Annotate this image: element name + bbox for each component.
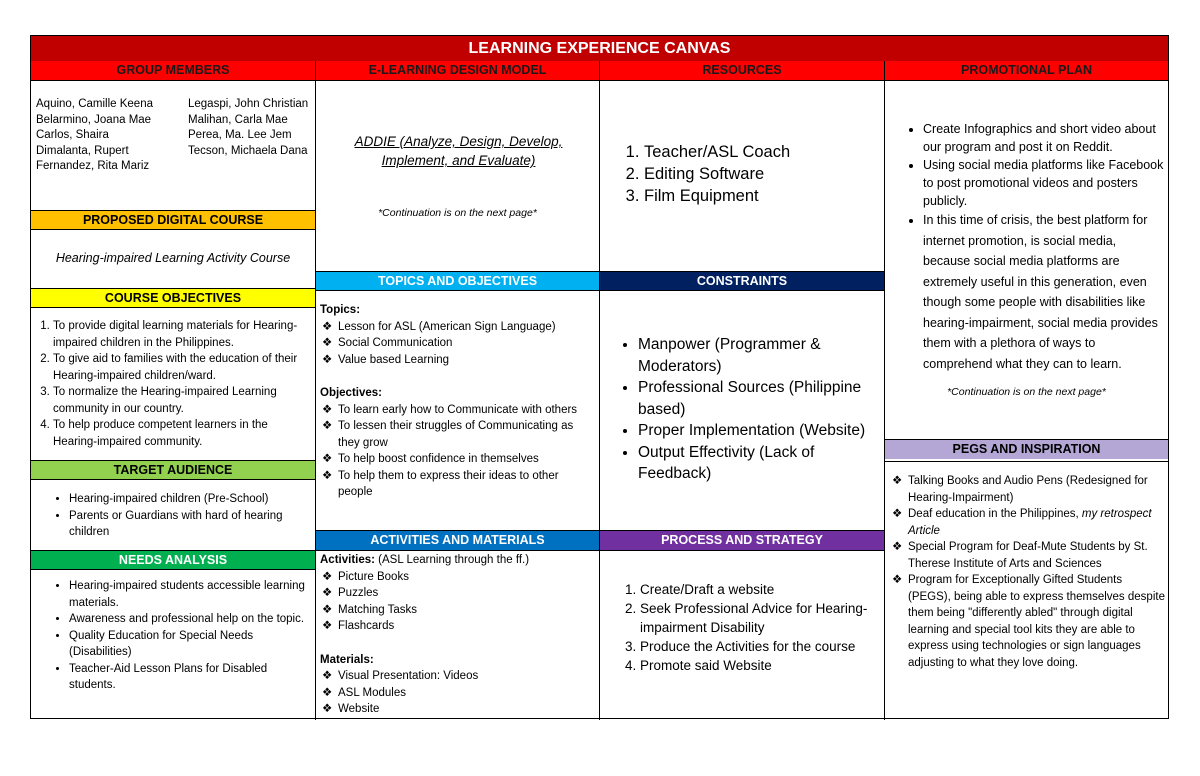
list-item: 1. Create/Draft a website [640,580,880,599]
list-item: • Output Effectivity (Lack of Feedback) [638,442,880,485]
canvas-title: LEARNING EXPERIENCE CANVAS [31,36,1168,61]
list-item: ❖ To learn early how to Communicate with others [322,403,578,416]
needs-analysis-list [53,578,311,694]
member-name: Legaspi, John Christian [188,98,309,110]
list-item: 3. Film Equipment [644,185,877,207]
resources-list [622,141,877,207]
list-item: 4. To help produce competent learners in the Hearing-impaired community. [53,417,311,450]
list-item: • Hearing-impaired students accessible learning materials. [69,578,311,611]
continuation-note: *Continuation is on the next page* [378,207,537,219]
member-name: Carlos, Shaira [36,129,109,141]
group-members [36,97,314,175]
list-item: ❖ ASL Modules [322,686,406,699]
list-item: 2. To give aid to families with the education of their Hearing-impaired children/ward. [53,351,311,384]
list-item: 1. To provide digital learning materials for Hearing-impaired children in the Philippines. [53,318,311,351]
member-name: Aquino, Camille Keena [36,98,153,110]
header-promotional-plan: PROMOTIONAL PLAN [885,61,1168,80]
member-name: Fernandez, Rita Mariz [36,160,150,172]
list-item: ❖ Special Program for Deaf-Mute Students by St. Therese Institute of Arts and Sciences [892,541,1148,570]
header-constraints: CONSTRAINTS [600,272,884,291]
header-proposed-course: PROPOSED DIGITAL COURSE [31,211,315,230]
elearning-model-name: ADDIE (Analyze, Design, Develop, Implement, and Evaluate) [354,134,563,168]
list-item: ❖ Picture Books [322,570,409,583]
header-activities-materials: ACTIVITIES AND MATERIALS [316,531,599,550]
header-resources: RESOURCES [600,61,884,80]
list-item: 1. Teacher/ASL Coach [644,141,877,163]
topics-label: Topics: [320,304,361,316]
pegs-list [890,473,1166,671]
list-item: • Professional Sources (Philippine based) [638,377,880,420]
list-item: ❖ Matching Tasks [322,603,418,616]
topics-list [320,319,596,369]
list-item: ❖ To lessen their struggles of Communicating as they grow [322,420,574,449]
list-item: • Hearing-impaired children (Pre-School) [69,491,311,508]
list-item: ❖ Website [322,703,380,715]
list-item: 4. Promote said Website [640,656,880,675]
course-objectives-list [53,318,311,450]
member-name: Dimalanta, Rupert [36,144,129,157]
header-target-audience: TARGET AUDIENCE [31,461,315,480]
header-elearning-model: E-LEARNING DESIGN MODEL [316,61,599,80]
header-topics-objectives: TOPICS AND OBJECTIVES [316,272,599,291]
list-item: 3. To normalize the Hearing-impaired Learning community in our country. [53,384,311,417]
list-item: ❖ Visual Presentation: Videos [322,670,479,682]
process-strategy-list [622,580,880,675]
list-item: ❖ Flashcards [322,620,395,632]
activities-materials [320,552,596,718]
member-name: Malihan, Carla Mae [188,113,288,126]
list-item: ❖ Program for Exceptionally Gifted Students (PEGS), being able to express themselves despite them being "differently abled" through digital learning and special tool kits they are able to express using technologies or sign languages adjusting to what they love doing. [892,574,1165,669]
promo-continuation-note: *Continuation is on the next page* [947,386,1106,398]
list-item: • Proper Implementation (Website) [638,420,880,442]
header-course-objectives: COURSE OBJECTIVES [31,289,315,308]
header-process-strategy: PROCESS AND STRATEGY [600,531,884,550]
member-name: Perea, Ma. Lee Jem [188,129,292,141]
target-audience-list [53,491,311,541]
list-item: ❖ Deaf education in the Philippines, my retrospect Article [892,508,1152,537]
list-item: ❖ Puzzles [322,587,379,599]
list-item: • Awareness and professional help on the topic. [69,611,311,628]
learning-canvas [30,35,1169,719]
activities-list [320,569,596,635]
materials-label: Materials: [320,653,374,666]
list-item: • Using social media platforms like Facebook to post promotional videos and posters publicly. [923,156,1165,210]
promotional-plan-list [907,120,1165,374]
list-item: • Parents or Guardians with hard of hearing children [69,508,311,541]
topics-objectives [320,302,596,501]
list-item: 2. Seek Professional Advice for Hearing-impairment Disability [640,599,880,637]
proposed-course-name: Hearing-impaired Learning Activity Course [55,251,291,265]
list-item: ❖ Lesson for ASL (American Sign Language) [322,320,556,333]
activities-heading: Activities: (ASL Learning through the ff.) [320,554,530,566]
members-right [188,97,338,175]
member-name: Belarmino, Joana Mae [36,113,152,126]
header-group-members: GROUP MEMBERS [31,61,315,80]
list-item: 3. Produce the Activities for the course [640,637,880,656]
list-item: ❖ Talking Books and Audio Pens (Redesigned for Hearing-Impairment) [892,475,1148,504]
list-item: 2. Editing Software [644,163,877,185]
header-needs-analysis: NEEDS ANALYSIS [31,551,315,570]
list-item: ❖ To help them to express their ideas to other people [322,469,559,498]
list-item: • Create Infographics and short video about our program and post it on Reddit. [923,120,1165,156]
list-item: ❖ To help boost confidence in themselves [322,453,539,465]
materials-list [320,668,596,718]
list-item: • Manpower (Programmer & Moderators) [638,334,880,377]
list-item: ❖ Social Communication [322,337,453,349]
list-item: • In this time of crisis, the best platform for internet promotion, is social media, because social media platforms are extremely useful in this generation, even though some people with disabilities like hearing-impairment, social media provides them with a plethora of ways to comprehend what they can to learn. [923,210,1165,374]
list-item: ❖ Value based Learning [322,353,450,366]
objectives-list [320,402,596,501]
members-left [36,97,188,175]
objectives-label: Objectives: [320,387,382,399]
header-pegs-inspiration: PEGS AND INSPIRATION [885,440,1168,459]
constraints-list [622,334,880,485]
list-item: • Quality Education for Special Needs (Disabilities) [69,628,311,661]
member-name: Tecson, Michaela Dana [188,144,308,157]
list-item: • Teacher-Aid Lesson Plans for Disabled students. [69,661,311,694]
